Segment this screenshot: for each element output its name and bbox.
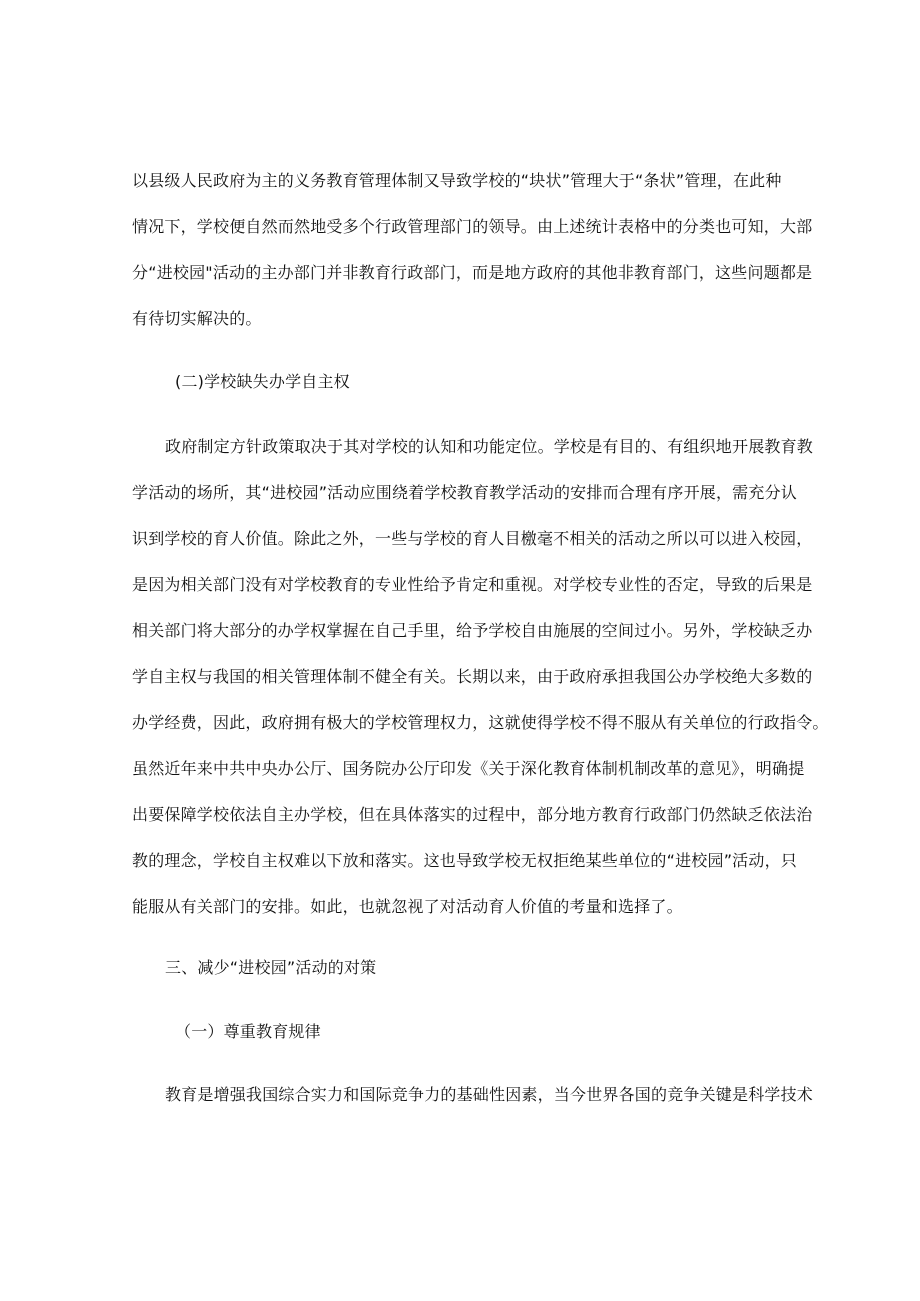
section-heading-3-1: （一）尊重教育规律 bbox=[175, 1022, 321, 1041]
paragraph-2-line-9: 出要保障学校依法自主办学校，但在具体落实的过程中，部分地方教育行政部门仍然缺乏依法治 bbox=[132, 805, 813, 824]
paragraph-2-line-4: 是因为相关部门没有对学校教育的专业性给予肯定和重视。对学校专业性的否定，导致的后果是 bbox=[132, 575, 813, 594]
section-heading-3: 三、减少“进校园”活动的对策 bbox=[165, 958, 377, 977]
paragraph-2-line-8: 虽然近年来中共中央办公厅、国务院办公厅印发《关于深化教育体制机制改革的意见》，明确提 bbox=[132, 759, 805, 778]
paragraph-2-line-6: 学自主权与我国的相关管理体制不健全有关。长期以来，由于政府承担我国公办学校绝大多数的 bbox=[132, 667, 813, 686]
paragraph-1-line-1: 以县级人民政府为主的义务教育管理体制又导致学校的“块状”管理大于“条状”管理，在此种 bbox=[132, 171, 782, 190]
paragraph-2-line-1: 政府制定方针政策取决于其对学校的认知和功能定位。学校是有目的、有组织地开展教育教 bbox=[165, 437, 814, 456]
paragraph-2-line-3: 识到学校的育人价值。除此之外，一些与学校的育人目檄毫不相关的活动之所以可以进入校园， bbox=[132, 529, 813, 548]
paragraph-1-line-4: 有待切实解决的。 bbox=[132, 309, 262, 328]
paragraph-3-line-1: 教育是增强我国综合实力和国际竞争力的基础性因素，当今世界各国的竞争关键是科学技术 bbox=[165, 1085, 814, 1104]
paragraph-2-line-11: 能服从有关部门的安排。如此，也就忽视了对活动育人价值的考量和选择了。 bbox=[132, 897, 683, 916]
paragraph-1-line-2: 情况下，学校便自然而然地受多个行政管理部门的领导。由上述统计表格中的分类也可知，大部 bbox=[132, 217, 813, 236]
paragraph-2-line-10: 教的理念，学校自主权难以下放和落实。这也导致学校无权拒绝某些单位的“进校园”活动，只 bbox=[132, 851, 797, 870]
paragraph-2-line-2: 学活动的场所，其“进校园”活动应围绕着学校教育教学活动的安排而合理有序开展，需充分认 bbox=[132, 483, 797, 502]
paragraph-2-line-7: 办学经费，因此，政府拥有极大的学校管理权力，这就使得学校不得不服从有关单位的行政指令。 bbox=[132, 713, 829, 732]
paragraph-1-line-3: 分“进校园"活动的主办部门并非教育行政部门，而是地方政府的其他非教育部门，这些问题都是 bbox=[132, 263, 813, 282]
section-heading-2-2: (二)学校缺失办学自主权 bbox=[175, 372, 350, 391]
paragraph-2-line-5: 相关部门将大部分的办学权掌握在自己手里，给予学校自由施展的空间过小。另外，学校缺乏办 bbox=[132, 621, 813, 640]
